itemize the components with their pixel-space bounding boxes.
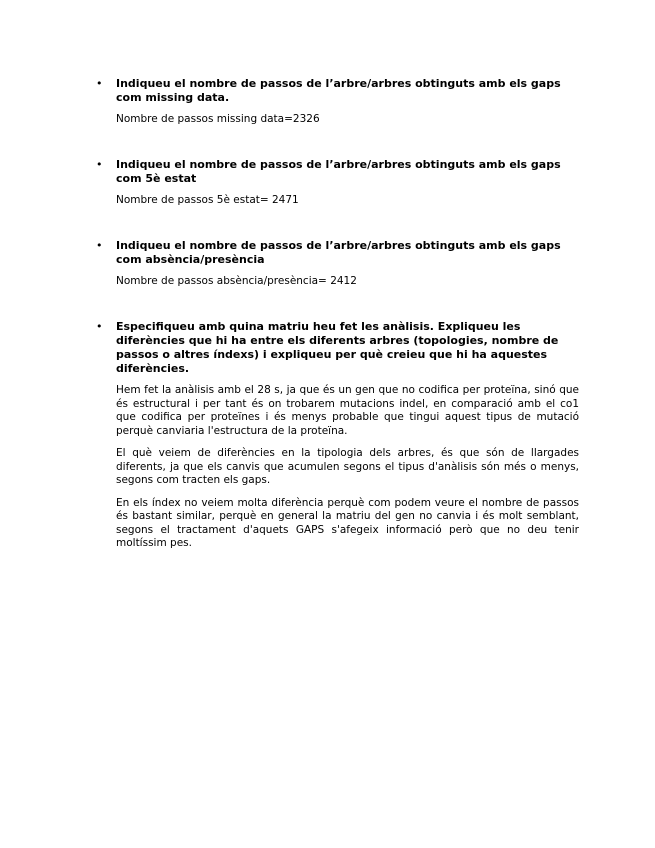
- answer-text: Nombre de passos missing data=2326: [116, 113, 320, 125]
- question-item-2: [96, 158, 581, 208]
- question-item-3: [96, 239, 581, 289]
- bullet: •: [96, 320, 103, 333]
- answer-paragraph: El què veiem de diferències en la tipologia dels arbres, és que són de llargades diferents, ja que els canvis que acumulen segons el tipus d'anàlisis són més o menys, segons com tracten els gaps.: [116, 447, 579, 486]
- answer-text: Nombre de passos absència/presència= 2412: [116, 275, 357, 287]
- question-text: Indiqueu el nombre de passos de l’arbre/arbres obtinguts amb els gaps com 5è estat: [116, 158, 561, 185]
- answer-text: Nombre de passos 5è estat= 2471: [116, 194, 299, 206]
- answer-paragraph: En els índex no veiem molta diferència perquè com podem veure el nombre de passos és bastant similar, perquè en general la matriu del gen no canvia i és molt semblant, segons el tractament d'aquets GAPS s'afegeix informació però que no deu tenir moltíssim pes.: [116, 496, 579, 549]
- question-text: Indiqueu el nombre de passos de l’arbre/arbres obtinguts amb els gaps com absència/presència: [116, 239, 561, 266]
- bullet: •: [96, 239, 103, 252]
- question-item-4: [96, 320, 581, 551]
- bullet: •: [96, 158, 103, 171]
- answer-paragraph: Hem fet la anàlisis amb el 28 s, ja que és un gen que no codifica per proteïna, sinó que és estructural i per tant és on trobarem mutacions indel, en comparació amb el co1 que codifica per proteïnes i és menys probable que tingui aquest tipus de mutació perquè canviaria l'estructura de la proteïna.: [116, 384, 579, 437]
- question-text: Especifiqueu amb quina matriu heu fet les anàlisis. Expliqueu les diferències que hi ha entre els diferents arbres (topologies, nombre de passos o altres índexs) i expliqueu per què creieu que hi ha aquestes diferències.: [116, 320, 559, 375]
- bullet: •: [96, 77, 103, 90]
- question-item-1: [96, 77, 581, 127]
- question-text: Indiqueu el nombre de passos de l’arbre/arbres obtinguts amb els gaps com missing data.: [116, 77, 561, 104]
